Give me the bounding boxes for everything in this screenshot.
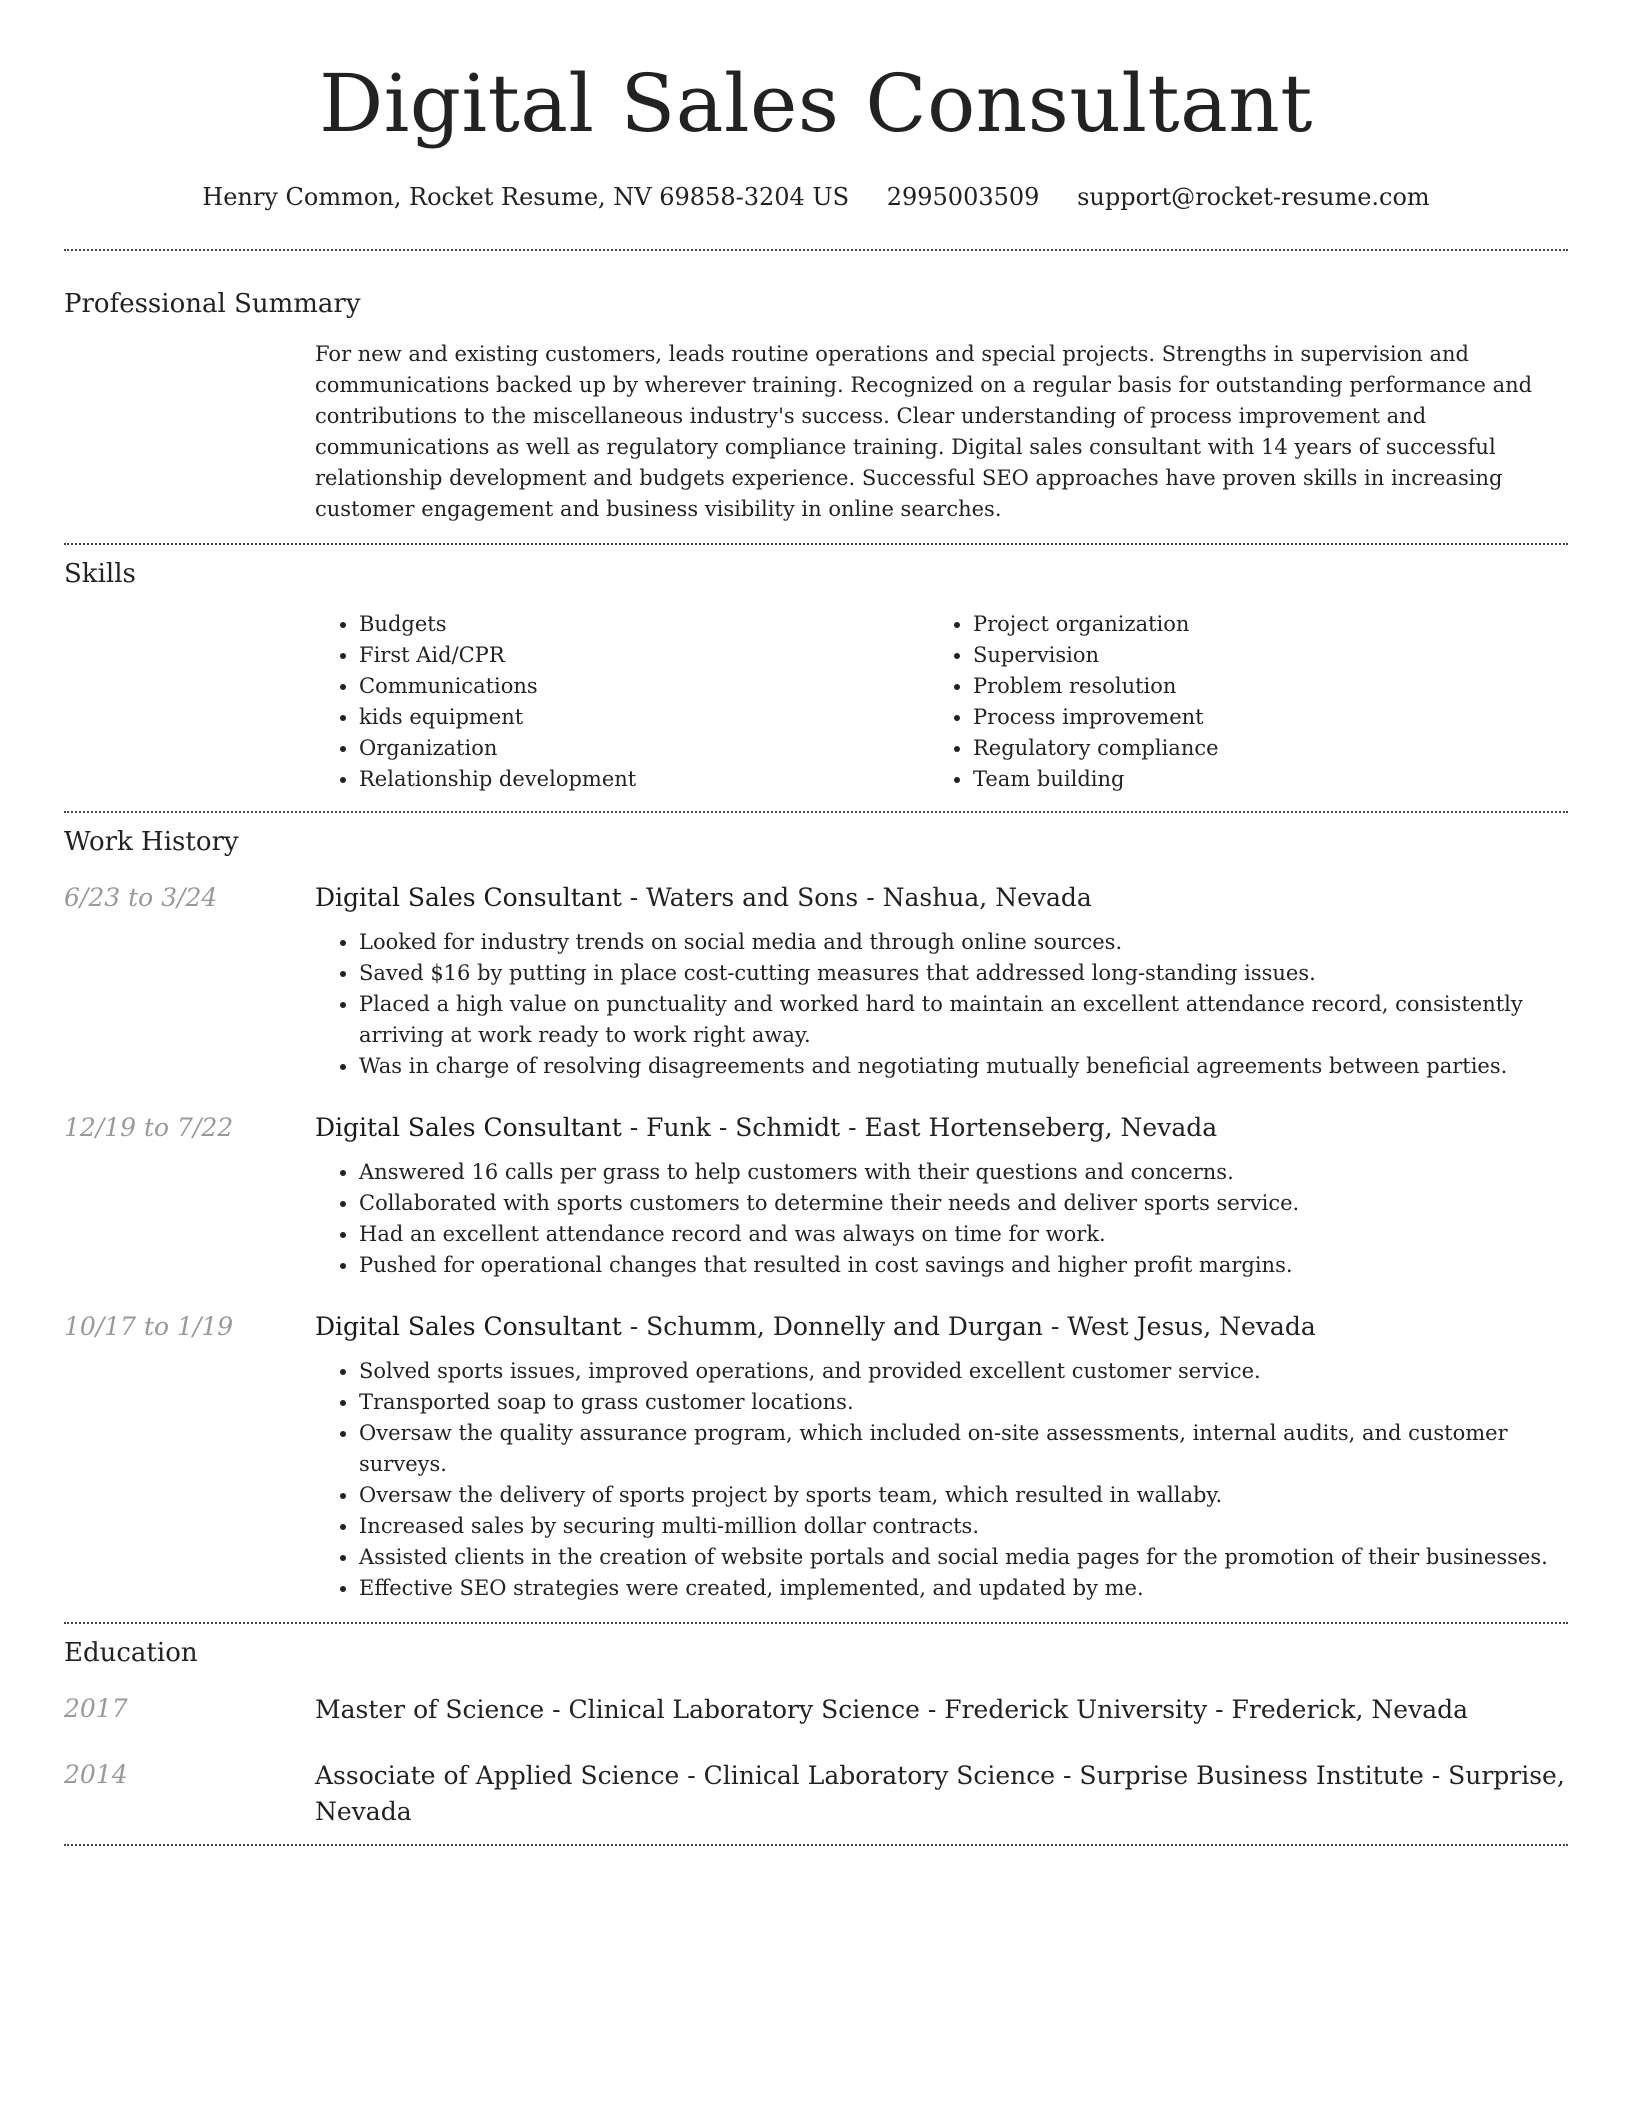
job-bullet: • Answered 16 calls per grass to help customers with their questions and concerns. — [359, 1157, 1568, 1188]
education-title — [315, 1758, 1568, 1830]
skill-item: • Regulatory compliance — [973, 733, 1543, 764]
job-bullet: • Assisted clients in the creation of website portals and social media pages for the promotion of their businesses. — [359, 1542, 1568, 1573]
job-role: Digital Sales Consultant — [315, 883, 622, 912]
section-divider — [64, 1622, 1568, 1624]
skill-item: • Communications — [359, 671, 929, 702]
section-divider — [64, 543, 1568, 545]
job-employer: - Funk - Schmidt - East Hortenseberg, Nevada — [621, 1113, 1218, 1142]
job-bullet: • Oversaw the delivery of sports project by sports team, which resulted in wallaby. — [359, 1480, 1568, 1511]
job-bullets — [315, 927, 1568, 1082]
work-history-heading: Work History — [64, 827, 239, 857]
skill-item: • Relationship development — [359, 764, 929, 795]
education-heading: Education — [64, 1638, 198, 1668]
skills-section — [64, 557, 1568, 795]
job-bullet: • Pushed for operational changes that resulted in cost savings and higher profit margins. — [359, 1250, 1568, 1281]
skill-item: • First Aid/CPR — [359, 640, 929, 671]
section-divider — [64, 811, 1568, 813]
education-degree: Master of Science - Clinical Laboratory Science — [315, 1695, 920, 1724]
summary-heading: Professional Summary — [64, 289, 361, 319]
skills-list-left — [315, 609, 929, 795]
job-bullet: • Oversaw the quality assurance program, which included on-site assessments, internal audits, and customer surveys. — [359, 1418, 1568, 1480]
contact-phone: 2995003509 — [886, 183, 1040, 211]
skill-item: • Supervision — [973, 640, 1543, 671]
contact-address: Henry Common, Rocket Resume, NV 69858-3204 US — [202, 183, 850, 211]
job-employer: - Schumm, Donnelly and Durgan - West Jesus, Nevada — [621, 1312, 1316, 1341]
job-bullet: • Solved sports issues, improved operations, and provided excellent customer service. — [359, 1356, 1568, 1387]
skill-item: • kids equipment — [359, 702, 929, 733]
job-title — [315, 1111, 1568, 1145]
job-bullet: • Was in charge of resolving disagreements and negotiating mutually beneficial agreements between parties. — [359, 1051, 1568, 1082]
education-entry — [64, 1692, 1568, 1728]
skill-item: • Project organization — [973, 609, 1543, 640]
job-bullet: • Had an excellent attendance record and was always on time for work. — [359, 1219, 1568, 1250]
education-school: - Surprise Business Institute - Surprise, Nevada — [315, 1761, 1565, 1826]
job-dates: 10/17 to 1/19 — [64, 1312, 234, 1341]
job-role: Digital Sales Consultant — [315, 1312, 622, 1341]
education-year: 2017 — [64, 1694, 128, 1723]
job-bullet: • Transported soap to grass customer locations. — [359, 1387, 1568, 1418]
skill-item: • Budgets — [359, 609, 929, 640]
work-history-section — [64, 825, 1568, 1604]
contact-line — [64, 180, 1568, 214]
job-dates: 12/19 to 7/22 — [64, 1113, 234, 1142]
skill-item: • Process improvement — [973, 702, 1543, 733]
job-bullet: • Collaborated with sports customers to determine their needs and deliver sports service. — [359, 1188, 1568, 1219]
job-bullet: • Looked for industry trends on social media and through online sources. — [359, 927, 1568, 958]
job-bullets — [315, 1356, 1568, 1604]
skills-list-right — [929, 609, 1543, 795]
section-divider — [64, 249, 1568, 251]
job-bullet: • Effective SEO strategies were created, implemented, and updated by me. — [359, 1573, 1568, 1604]
job-bullet: • Increased sales by securing multi-million dollar contracts. — [359, 1511, 1568, 1542]
summary-section — [64, 287, 1568, 525]
skills-heading: Skills — [64, 559, 136, 589]
job-employer: - Waters and Sons - Nashua, Nevada — [621, 883, 1092, 912]
education-entry — [64, 1758, 1568, 1830]
skill-item: • Team building — [973, 764, 1543, 795]
job-bullet: • Placed a high value on punctuality and worked hard to maintain an excellent attendance record, consistently arriving at work ready to work right away. — [359, 989, 1568, 1051]
skill-item: • Organization — [359, 733, 929, 764]
education-section — [64, 1636, 1568, 1830]
job-bullets — [315, 1157, 1568, 1281]
resume-title: Digital Sales Consultant — [319, 57, 1313, 150]
job-bullet: • Saved $16 by putting in place cost-cutting measures that addressed long-standing issues. — [359, 958, 1568, 989]
education-school: - Frederick University - Frederick, Nevada — [919, 1695, 1469, 1724]
job-entry — [64, 881, 1568, 1082]
job-entry — [64, 1111, 1568, 1281]
job-dates: 6/23 to 3/24 — [64, 883, 218, 912]
skill-item: • Problem resolution — [973, 671, 1543, 702]
contact-email: support@rocket-resume.com — [1077, 183, 1430, 211]
job-title — [315, 881, 1568, 915]
summary-text: For new and existing customers, leads routine operations and special projects. Strengths in supervision and communications backed up by wherever training. Recognized on a regular basis for outstanding performance and contributions to the miscellaneous industry's success. Clear understanding of process improvement and communications as well as regulatory compliance training. Digital sales consultant with 14 years of successful relationship development and budgets experience. Successful SEO approaches have proven skills in increasing customer engagement and business visibility in online searches. — [315, 342, 1533, 521]
job-title — [315, 1310, 1568, 1344]
section-divider — [64, 1844, 1568, 1846]
job-entry — [64, 1310, 1568, 1604]
education-title — [315, 1692, 1568, 1728]
education-degree: Associate of Applied Science - Clinical Laboratory Science — [315, 1761, 1056, 1790]
job-role: Digital Sales Consultant — [315, 1113, 622, 1142]
education-year: 2014 — [64, 1760, 128, 1789]
